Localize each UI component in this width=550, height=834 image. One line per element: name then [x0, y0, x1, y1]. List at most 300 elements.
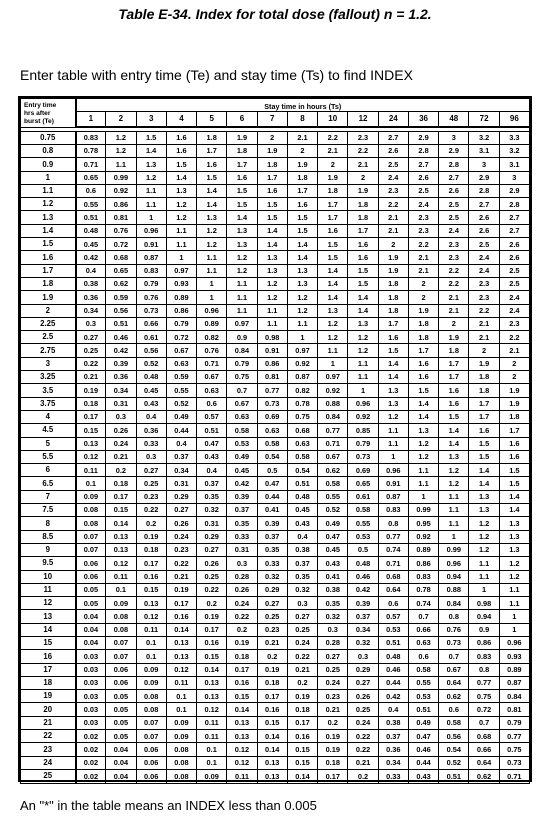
- index-value-cell: 2: [439, 317, 469, 330]
- index-value-cell: 0.63: [197, 384, 227, 397]
- index-value-cell: 0.7: [227, 384, 257, 397]
- index-value-cell: 0.72: [469, 703, 499, 716]
- index-value-cell: 2.1: [439, 291, 469, 304]
- index-value-cell: 0.89: [408, 543, 438, 556]
- index-value-cell: 0.27: [287, 610, 317, 623]
- index-value-cell: 2.9: [499, 184, 529, 197]
- index-value-cell: 0.05: [106, 690, 136, 703]
- index-value-cell: 0.36: [136, 424, 166, 437]
- table-row: [21, 464, 530, 477]
- index-value-cell: 0.21: [166, 570, 196, 583]
- index-value-cell: 0.92: [408, 530, 438, 543]
- index-value-cell: 0.51: [106, 317, 136, 330]
- index-value-cell: 0.79: [499, 716, 529, 729]
- index-value-cell: 0.39: [348, 597, 378, 610]
- index-value-cell: 0.9: [227, 331, 257, 344]
- index-value-cell: 1.2: [499, 557, 529, 570]
- index-value-cell: 1: [378, 450, 408, 463]
- index-value-cell: 1.3: [227, 238, 257, 251]
- index-value-cell: 0.22: [166, 557, 196, 570]
- index-value-cell: 1.5: [197, 171, 227, 184]
- index-value-cell: 1.8: [378, 291, 408, 304]
- index-value-cell: 0.55: [76, 198, 106, 211]
- index-value-cell: 1.8: [378, 277, 408, 290]
- index-value-cell: 1.2: [166, 211, 196, 224]
- index-value-cell: 0.91: [136, 238, 166, 251]
- index-value-cell: 1.1: [106, 158, 136, 171]
- entry-time-cell: 21: [21, 716, 76, 729]
- index-value-cell: 1.2: [227, 251, 257, 264]
- index-value-cell: 0.11: [76, 464, 106, 477]
- index-value-cell: 0.37: [348, 610, 378, 623]
- index-value-cell: 0.68: [287, 424, 317, 437]
- index-value-cell: 2.7: [499, 224, 529, 237]
- index-value-cell: 0.6: [197, 397, 227, 410]
- index-value-cell: 0.63: [287, 437, 317, 450]
- table-row: [21, 224, 530, 237]
- index-value-cell: 0.05: [106, 703, 136, 716]
- index-value-cell: 0.79: [348, 437, 378, 450]
- table-row: [21, 610, 530, 623]
- index-value-cell: 0.28: [227, 570, 257, 583]
- index-value-cell: 0.15: [197, 650, 227, 663]
- index-value-cell: 0.11: [106, 570, 136, 583]
- index-value-cell: 0.21: [76, 371, 106, 384]
- index-value-cell: 0.88: [318, 397, 348, 410]
- index-value-cell: 2.5: [439, 211, 469, 224]
- index-value-cell: 0.1: [197, 756, 227, 769]
- index-value-cell: 1.4: [348, 291, 378, 304]
- table-row: [21, 397, 530, 410]
- entry-time-cell: 3: [21, 357, 76, 370]
- entry-time-cell: 6.5: [21, 477, 76, 490]
- index-value-cell: 0.87: [499, 676, 529, 689]
- index-value-cell: 0.49: [227, 450, 257, 463]
- index-value-cell: 0.77: [318, 424, 348, 437]
- entry-time-cell: 18: [21, 676, 76, 689]
- index-value-cell: 1: [318, 357, 348, 370]
- index-value-cell: 0.21: [287, 663, 317, 676]
- index-value-cell: 0.06: [76, 570, 106, 583]
- index-value-cell: 0.72: [106, 238, 136, 251]
- stay-time-col-header: 7: [257, 111, 287, 127]
- index-value-cell: 0.63: [408, 636, 438, 649]
- index-value-cell: 0.69: [348, 464, 378, 477]
- index-value-cell: 0.4: [287, 530, 317, 543]
- index-value-cell: 1.4: [197, 198, 227, 211]
- index-value-cell: 0.26: [227, 583, 257, 596]
- index-value-cell: 1.4: [408, 410, 438, 423]
- index-value-cell: 1.3: [257, 251, 287, 264]
- index-value-cell: 0.6: [408, 650, 438, 663]
- index-value-cell: 1.3: [499, 517, 529, 530]
- index-value-cell: 1.1: [227, 304, 257, 317]
- index-value-cell: 0.37: [287, 557, 317, 570]
- index-value-cell: 1.5: [348, 277, 378, 290]
- index-value-cell: 0.09: [166, 730, 196, 743]
- entry-time-cell: 0.9: [21, 158, 76, 171]
- index-value-cell: 0.2: [287, 676, 317, 689]
- index-value-cell: 0.13: [166, 636, 196, 649]
- index-value-cell: 0.02: [76, 769, 106, 783]
- index-value-cell: 2.3: [499, 317, 529, 330]
- index-value-cell: 0.08: [136, 703, 166, 716]
- index-value-cell: 2.2: [499, 331, 529, 344]
- index-value-cell: 0.03: [76, 676, 106, 689]
- index-value-cell: 0.81: [499, 703, 529, 716]
- index-value-cell: 1.1: [166, 238, 196, 251]
- stay-time-header: Stay time in hours (Ts): [76, 99, 530, 112]
- index-value-cell: 1.4: [469, 464, 499, 477]
- index-value-cell: 0.43: [136, 397, 166, 410]
- index-value-cell: 0.72: [166, 331, 196, 344]
- index-value-cell: 2.2: [318, 131, 348, 144]
- index-value-cell: 0.59: [106, 291, 136, 304]
- index-value-cell: 0.25: [287, 623, 317, 636]
- index-value-cell: 2.3: [439, 251, 469, 264]
- index-value-cell: 0.33: [378, 769, 408, 783]
- entry-time-cell: 1: [21, 171, 76, 184]
- index-value-cell: 2.6: [378, 145, 408, 158]
- index-value-cell: 0.17: [106, 490, 136, 503]
- index-value-cell: 0.13: [257, 769, 287, 783]
- table-row: [21, 543, 530, 556]
- entry-header-line-1: Entry time: [24, 102, 57, 109]
- index-value-cell: 0.64: [469, 756, 499, 769]
- index-value-cell: 0.37: [197, 477, 227, 490]
- index-value-cell: 0.79: [136, 277, 166, 290]
- index-value-cell: 1.8: [227, 145, 257, 158]
- index-value-cell: 1.4: [408, 397, 438, 410]
- index-value-cell: 0.12: [106, 557, 136, 570]
- index-value-cell: 0.57: [197, 410, 227, 423]
- index-value-cell: 1.2: [439, 477, 469, 490]
- index-value-cell: 0.68: [378, 570, 408, 583]
- index-value-cell: 0.13: [227, 716, 257, 729]
- index-value-cell: 1.3: [499, 543, 529, 556]
- index-value-cell: 0.06: [106, 676, 136, 689]
- index-value-cell: 0.91: [378, 477, 408, 490]
- index-value-cell: 2.5: [439, 198, 469, 211]
- index-value-cell: 2.4: [469, 251, 499, 264]
- index-value-cell: 0.05: [76, 597, 106, 610]
- index-value-cell: 0.43: [197, 450, 227, 463]
- index-value-cell: 0.77: [257, 384, 287, 397]
- index-value-cell: 0.27: [76, 331, 106, 344]
- index-value-cell: 1.3: [378, 384, 408, 397]
- index-value-cell: 0.42: [348, 583, 378, 596]
- index-value-cell: 0.06: [136, 743, 166, 756]
- index-value-cell: 1.1: [318, 344, 348, 357]
- index-value-cell: 0.73: [348, 450, 378, 463]
- index-value-cell: 1.1: [257, 317, 287, 330]
- index-value-cell: 0.53: [378, 623, 408, 636]
- index-value-cell: 0.21: [318, 703, 348, 716]
- index-value-cell: 1.4: [166, 171, 196, 184]
- index-value-cell: 0.34: [106, 384, 136, 397]
- index-value-cell: 2.2: [348, 145, 378, 158]
- index-value-cell: 1.3: [197, 211, 227, 224]
- index-value-cell: 0.13: [197, 676, 227, 689]
- index-value-cell: 3.1: [469, 145, 499, 158]
- index-value-cell: 2: [499, 357, 529, 370]
- index-value-cell: 1.7: [469, 397, 499, 410]
- index-value-cell: 0.35: [318, 597, 348, 610]
- index-value-cell: 1.3: [257, 264, 287, 277]
- stay-time-col-header: 5: [197, 111, 227, 127]
- index-value-cell: 0.03: [76, 663, 106, 676]
- index-value-cell: 0.25: [318, 663, 348, 676]
- index-value-cell: 2.6: [499, 238, 529, 251]
- index-value-cell: 3: [439, 131, 469, 144]
- index-value-cell: 2.4: [439, 224, 469, 237]
- index-value-cell: 2.8: [439, 158, 469, 171]
- entry-time-cell: 1.2: [21, 198, 76, 211]
- table-row: [21, 703, 530, 716]
- index-value-cell: 0.28: [318, 636, 348, 649]
- stay-time-col-header: 10: [318, 111, 348, 127]
- index-value-cell: 1.8: [408, 317, 438, 330]
- table-row: [21, 410, 530, 423]
- index-value-cell: 1.2: [197, 224, 227, 237]
- index-value-cell: 2.3: [469, 291, 499, 304]
- index-value-cell: 0.34: [348, 623, 378, 636]
- index-value-cell: 0.45: [76, 238, 106, 251]
- index-value-cell: 1.5: [287, 224, 317, 237]
- index-value-cell: 0.77: [378, 530, 408, 543]
- index-value-cell: 1.9: [287, 158, 317, 171]
- index-value-cell: 0.04: [76, 623, 106, 636]
- index-value-cell: 0.22: [287, 650, 317, 663]
- index-value-cell: 3: [499, 171, 529, 184]
- index-value-cell: 1.8: [348, 198, 378, 211]
- index-value-cell: 0.51: [439, 769, 469, 783]
- index-value-cell: 0.03: [76, 716, 106, 729]
- index-value-cell: 0.51: [76, 211, 106, 224]
- index-value-cell: 0.35: [197, 490, 227, 503]
- index-value-cell: 0.92: [106, 184, 136, 197]
- index-value-cell: 1.2: [318, 317, 348, 330]
- index-value-cell: 0.41: [318, 570, 348, 583]
- index-value-cell: 0.32: [197, 504, 227, 517]
- index-value-cell: 0.18: [136, 543, 166, 556]
- index-value-cell: 0.45: [136, 384, 166, 397]
- table-row: [21, 131, 530, 144]
- table-row: [21, 291, 530, 304]
- index-value-cell: 1.5: [257, 198, 287, 211]
- index-value-cell: 0.56: [136, 344, 166, 357]
- index-value-cell: 1.3: [469, 504, 499, 517]
- index-value-cell: 0.04: [106, 756, 136, 769]
- index-value-cell: 0.45: [287, 504, 317, 517]
- index-value-cell: 0.14: [257, 743, 287, 756]
- stay-time-col-header: 96: [499, 111, 529, 127]
- index-value-cell: 2.1: [348, 158, 378, 171]
- index-value-cell: 0.84: [227, 344, 257, 357]
- index-value-cell: 0.11: [197, 730, 227, 743]
- index-value-cell: 0.81: [257, 371, 287, 384]
- entry-time-cell: 2: [21, 304, 76, 317]
- table-row: [21, 331, 530, 344]
- index-value-cell: 0.98: [257, 331, 287, 344]
- index-value-cell: 0.91: [257, 344, 287, 357]
- entry-time-cell: 1.5: [21, 238, 76, 251]
- index-value-cell: 0.03: [76, 703, 106, 716]
- entry-time-cell: 7: [21, 490, 76, 503]
- index-value-cell: 0.17: [287, 716, 317, 729]
- index-value-cell: 0.84: [439, 597, 469, 610]
- index-value-cell: 0.27: [136, 464, 166, 477]
- index-value-cell: 0.09: [136, 663, 166, 676]
- table-row: [21, 743, 530, 756]
- index-value-cell: 1.2: [106, 145, 136, 158]
- entry-time-cell: 2.5: [21, 331, 76, 344]
- index-value-cell: 1.2: [469, 543, 499, 556]
- index-value-cell: 0.78: [408, 583, 438, 596]
- index-value-cell: 0.62: [439, 690, 469, 703]
- index-value-cell: 0.15: [287, 743, 317, 756]
- index-value-cell: 2.7: [499, 211, 529, 224]
- index-value-cell: 1.4: [318, 291, 348, 304]
- index-value-cell: 0.47: [408, 730, 438, 743]
- index-value-cell: 1.2: [166, 198, 196, 211]
- index-value-cell: 0.12: [76, 450, 106, 463]
- index-value-cell: 0.12: [197, 703, 227, 716]
- index-value-cell: 1.2: [348, 331, 378, 344]
- index-value-cell: 0.31: [227, 543, 257, 556]
- index-value-cell: 0.24: [227, 597, 257, 610]
- index-value-cell: 2.1: [408, 251, 438, 264]
- index-value-cell: 0.09: [197, 769, 227, 783]
- table-row: [21, 198, 530, 211]
- index-value-cell: 0.61: [348, 490, 378, 503]
- index-value-cell: 1.1: [287, 317, 317, 330]
- table-row: [21, 277, 530, 290]
- index-value-cell: 0.3: [348, 650, 378, 663]
- entry-time-cell: 16: [21, 650, 76, 663]
- index-value-cell: 0.04: [106, 769, 136, 783]
- table-row: [21, 424, 530, 437]
- table-row: [21, 769, 530, 783]
- table-row: [21, 171, 530, 184]
- index-value-cell: 0.62: [106, 277, 136, 290]
- index-value-cell: 1.2: [408, 450, 438, 463]
- index-value-cell: 0.1: [76, 477, 106, 490]
- index-value-cell: 1.2: [136, 171, 166, 184]
- index-value-cell: 2.3: [439, 238, 469, 251]
- index-value-cell: 1: [287, 331, 317, 344]
- index-value-cell: 0.99: [439, 543, 469, 556]
- index-value-cell: 0.04: [76, 636, 106, 649]
- index-value-cell: 1.4: [439, 424, 469, 437]
- index-value-cell: 1.6: [197, 158, 227, 171]
- entry-time-cell: 3.5: [21, 384, 76, 397]
- index-value-cell: 0.12: [136, 610, 166, 623]
- entry-time-cell: 3.25: [21, 371, 76, 384]
- index-value-cell: 0.31: [197, 517, 227, 530]
- table-row: [21, 730, 530, 743]
- index-value-cell: 2.7: [378, 131, 408, 144]
- index-value-cell: 0.14: [257, 730, 287, 743]
- index-value-cell: 0.11: [136, 623, 166, 636]
- index-value-cell: 0.66: [408, 623, 438, 636]
- index-value-cell: 0.2: [227, 623, 257, 636]
- index-value-cell: 0.65: [76, 171, 106, 184]
- index-value-cell: 0.12: [166, 663, 196, 676]
- index-value-cell: 0.21: [257, 636, 287, 649]
- index-value-cell: 0.66: [136, 317, 166, 330]
- index-value-cell: 0.38: [318, 583, 348, 596]
- index-value-cell: 0.27: [348, 676, 378, 689]
- index-value-cell: 0.51: [287, 477, 317, 490]
- index-value-cell: 0.31: [106, 397, 136, 410]
- index-value-cell: 0.8: [439, 610, 469, 623]
- index-value-cell: 0.31: [166, 477, 196, 490]
- index-value-cell: 0.55: [318, 490, 348, 503]
- entry-time-cell: 15: [21, 636, 76, 649]
- stay-time-col-header: 8: [287, 111, 317, 127]
- index-value-cell: 2.4: [469, 264, 499, 277]
- index-value-cell: 0.2: [136, 517, 166, 530]
- index-value-cell: 0.55: [348, 517, 378, 530]
- index-table-container: [18, 96, 532, 782]
- index-value-cell: 0.89: [166, 291, 196, 304]
- index-value-cell: 0.34: [166, 464, 196, 477]
- index-value-cell: 0.06: [106, 663, 136, 676]
- index-value-cell: 1.6: [348, 251, 378, 264]
- index-value-cell: 0.94: [439, 570, 469, 583]
- index-value-cell: 1.4: [318, 264, 348, 277]
- index-value-cell: 0.16: [287, 730, 317, 743]
- index-value-cell: 0.41: [257, 504, 287, 517]
- index-value-cell: 0.78: [76, 145, 106, 158]
- entry-time-cell: 2.75: [21, 344, 76, 357]
- index-value-cell: 0.22: [227, 610, 257, 623]
- entry-header-line-3: burst (Te): [24, 118, 54, 126]
- index-table: [20, 98, 530, 784]
- index-value-cell: 2.8: [499, 198, 529, 211]
- index-value-cell: 0.2: [197, 597, 227, 610]
- index-value-cell: 0.1: [136, 650, 166, 663]
- index-value-cell: 0.46: [408, 743, 438, 756]
- index-value-cell: 1.6: [166, 131, 196, 144]
- index-value-cell: 0.02: [76, 743, 106, 756]
- table-body: [21, 127, 530, 783]
- entry-time-cell: 2.25: [21, 317, 76, 330]
- index-value-cell: 1.9: [318, 171, 348, 184]
- entry-time-cell: 4.5: [21, 424, 76, 437]
- index-value-cell: 2.5: [499, 277, 529, 290]
- index-value-cell: 1.8: [348, 211, 378, 224]
- index-value-cell: 0.36: [76, 291, 106, 304]
- index-value-cell: 1.6: [287, 198, 317, 211]
- index-value-cell: 1.8: [287, 171, 317, 184]
- index-value-cell: 1.4: [197, 184, 227, 197]
- index-value-cell: 0.44: [408, 756, 438, 769]
- index-value-cell: 0.63: [227, 410, 257, 423]
- index-value-cell: 2.8: [469, 184, 499, 197]
- index-value-cell: 0.7: [469, 716, 499, 729]
- index-value-cell: 0.7: [408, 610, 438, 623]
- index-value-cell: 1: [439, 530, 469, 543]
- index-value-cell: 0.17: [76, 410, 106, 423]
- index-value-cell: 1.2: [499, 570, 529, 583]
- index-value-cell: 1.5: [408, 384, 438, 397]
- index-value-cell: 0.71: [378, 557, 408, 570]
- index-value-cell: 1.3: [227, 224, 257, 237]
- index-value-cell: 1.6: [227, 171, 257, 184]
- index-value-cell: 0.97: [227, 317, 257, 330]
